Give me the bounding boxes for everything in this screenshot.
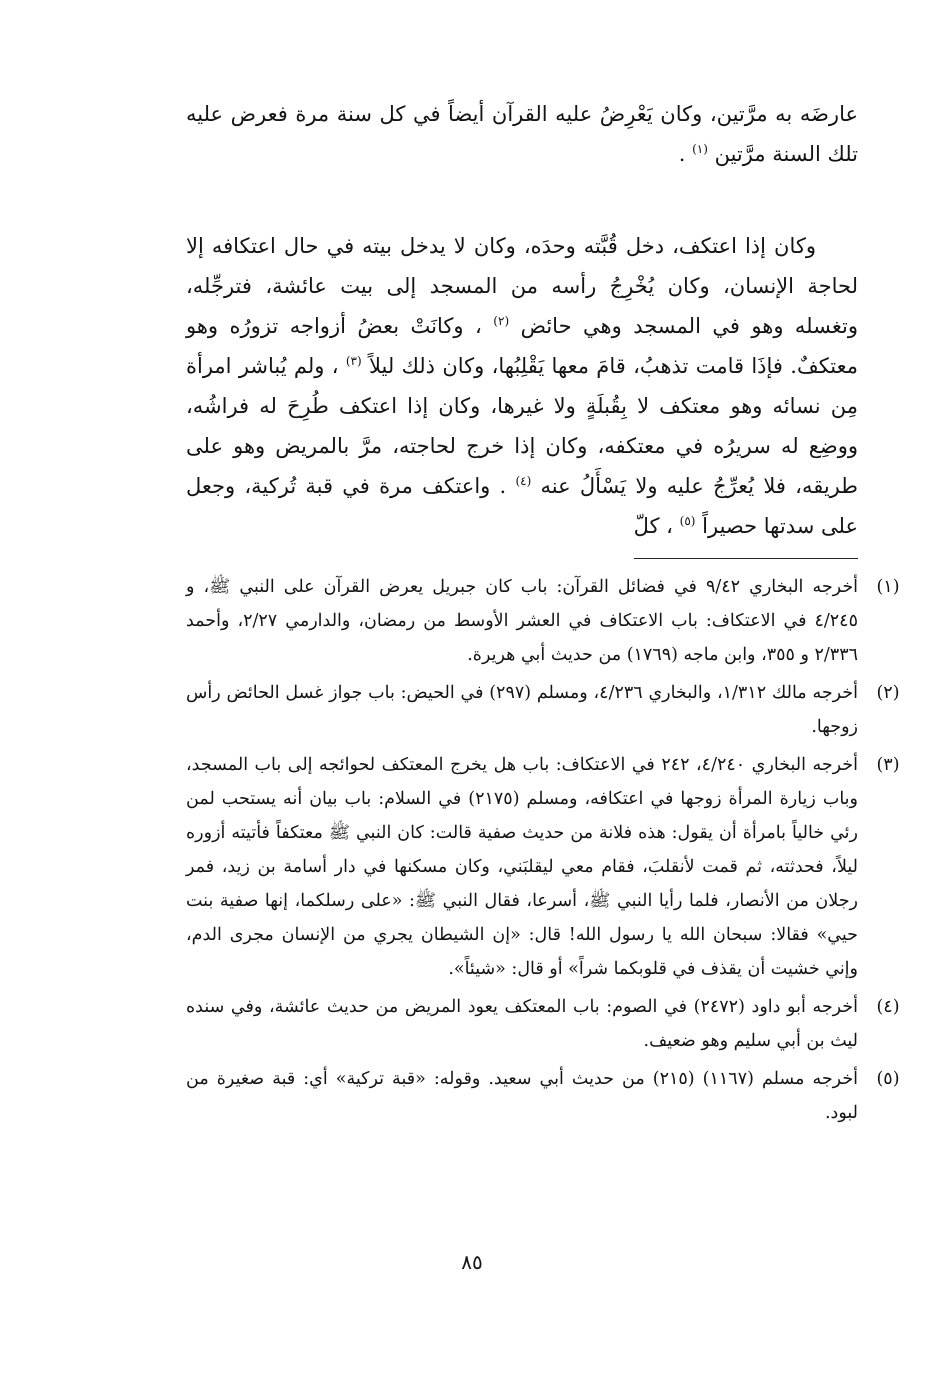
footnote-ref-2: (٢) (493, 314, 510, 328)
footnote-number: (٢) (876, 683, 900, 703)
footnote-number: (٤) (876, 997, 900, 1017)
paragraph-1-end: . (678, 142, 686, 166)
footnote-4 (186, 990, 900, 1058)
footnote-separator (634, 558, 858, 559)
footnote-number: (١) (876, 577, 900, 597)
body-paragraph-1 (186, 94, 858, 174)
footnote-5 (186, 1062, 900, 1130)
footnote-3 (186, 748, 900, 986)
paragraph-2-part-3: ، ولم يُباشر امرأة مِن نسائه وهو معتكف لا بِقُبلَةٍ ولا غيرها، وكان إذا اعتكف طُرِحَ له فراشُه، ووضِع له سريرُه في معتكفه، وكان إذا خرج لحاجته، مرَّ بالمريض وهو على طريقه، فلا يُعرِّجُ عليه ولا يَسْأَلُ عنه (186, 354, 858, 498)
body-paragraph-2 (186, 226, 858, 546)
footnote-1 (186, 570, 900, 672)
footnote-ref-5: (٥) (679, 514, 696, 528)
page-number: ٨٥ (461, 1250, 483, 1274)
paragraph-2-part-1: وكان إذا اعتكف، دخل قُبَّته وحدَه، وكان لا يدخل بيته في حال اعتكافه إلا لحاجة الإنسان، وكان يُخْرِجُ رأسه من المسجد إلى بيت عائشة، فترجِّله، وتغسله وهو في المسجد وهي حائض (186, 234, 858, 338)
footnote-ref-1: (١) (692, 142, 708, 156)
footnote-number: (٣) (876, 755, 900, 775)
footnote-2 (186, 676, 900, 744)
paragraph-2-part-2: ، وكانَتْ بعضُ أزواجه تزورُه وهو معتكفٌ. فإذَا قامت تذهبُ، قامَ معها يَقْلِبُها، وكان ذلك ليلاً (186, 314, 859, 378)
footnote-text: أخرجه مالك ١/٣١٢، والبخاري ٤/٢٣٦، ومسلم (٢٩٧) في الحيض: باب جواز غسل الحائض رأس زوجها. (186, 683, 858, 737)
footnote-ref-4: (٤) (515, 474, 532, 488)
paragraph-2-part-4: . واعتكف مرة في قبة تُركية، وجعل على سدتها حصيراً (186, 474, 858, 538)
footnote-text: أخرجه أبو داود (٢٤٧٢) في الصوم: باب المعتكف يعود المريض من حديث عائشة، وفي سنده ليث بن أبي سليم وهو ضعيف. (186, 997, 858, 1051)
footnote-text: أخرجه البخاري ٤/٢٤٠، ٢٤٢ في الاعتكاف: باب هل يخرج المعتكف لحوائجه إلى باب المسجد، وباب زيارة المرأة زوجها في اعتكافه، ومسلم (٢١٧٥) في السلام: باب بيان أنه يستحب لمن رئي خالياً بامرأة أن يقول: هذه فلانة من حديث صفية قالت: كان النبي ﷺ معتكفاً فأتيته أزوره ليلاً، فحدثته، ثم قمت لأنقلبَ، فقام معي ليقلبَني، وكان مسكنها في دار أسامة بن زيد، فمر رجلان من الأنصار، فلما رأيا النبي ﷺ، أسرعا، فقال النبي ﷺ: «على رسلكما، إنها صفية بنت حيي» فقالا: سبحان الله يا رسول الله! قال: «إن الشيطان يجري من الإنسان مجرى الدم، وإني خشيت أن يقذف في قلوبكما شراً» أو قال: «شيئاً». (186, 755, 859, 979)
footnotes-section (186, 570, 900, 1134)
footnote-text: أخرجه البخاري ٩/٤٢ في فضائل القرآن: باب كان جبريل يعرض القرآن على النبي ﷺ، و ٤/٢٤٥ في الاعتكاف: باب الاعتكاف في العشر الأوسط من رمضان، والدارمي ٢/٢٧، وأحمد ٢/٣٣٦ و ٣٥٥، وابن ماجه (١٧٦٩) من حديث أبي هريرة. (186, 577, 858, 665)
footnote-ref-3: (٣) (345, 354, 362, 368)
paragraph-1-text: عارضَه به مرَّتين، وكان يَعْرِضُ عليه القرآن أيضاً في كل سنة مرة فعرض عليه تلك السنة مرَّتين (186, 102, 858, 166)
footnote-number: (٥) (876, 1069, 900, 1089)
footnote-text: أخرجه مسلم (١١٦٧) (٢١٥) من حديث أبي سعيد. وقوله: «قبة تركية» أي: قبة صغيرة من لبود. (186, 1069, 858, 1123)
paragraph-2-part-5: ، كلّ (633, 514, 673, 538)
